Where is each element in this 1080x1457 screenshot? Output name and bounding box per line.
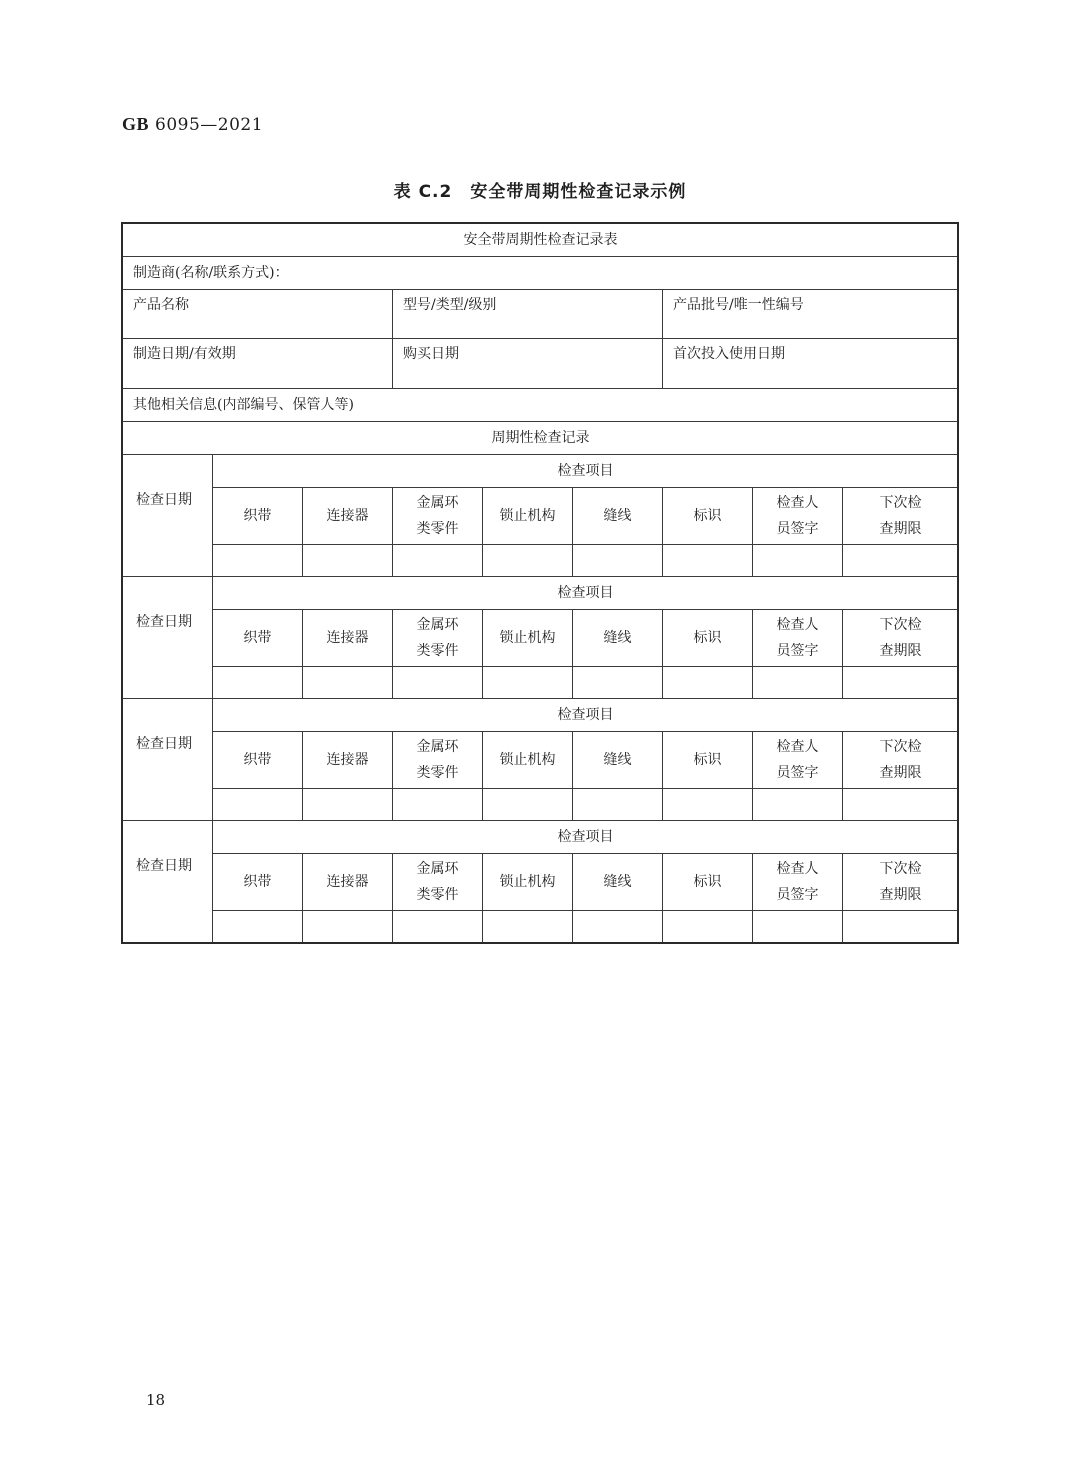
inspection-items-header: 检查项目: [213, 821, 959, 854]
table-caption: [0, 177, 1080, 202]
column-header-line: 缝线: [603, 752, 632, 768]
inspection-items-header: 检查项目: [213, 577, 959, 610]
table-caption-title: 安全带周期性检查记录示例: [470, 182, 687, 202]
column-header-line: 下次检: [879, 495, 922, 511]
column-header-line: 员签字: [776, 887, 819, 903]
column-header-line: 锁止机构: [499, 874, 556, 890]
column-header-line: 织带: [243, 874, 272, 890]
column-header-line: 下次检: [879, 861, 922, 877]
column-header-line: 类零件: [416, 887, 459, 903]
column-header-line: 下次检: [879, 617, 922, 633]
column-header-line: 金属环: [416, 617, 459, 633]
column-header-line: 锁止机构: [499, 630, 556, 646]
other-info-field: 其他相关信息(内部编号、保管人等): [123, 389, 959, 422]
inspection-items-header: 检查项目: [213, 455, 959, 488]
inspection-date-label: 检查日期: [123, 821, 213, 943]
product-name-field: 产品名称: [123, 290, 393, 339]
record-table-title: 安全带周期性检查记录表: [123, 224, 959, 257]
column-header-line: 缝线: [603, 630, 632, 646]
table-outer-border: [121, 222, 959, 944]
column-header-line: 连接器: [326, 874, 369, 890]
column-header-line: 下次检: [879, 739, 922, 755]
column-header-line: 查期限: [879, 521, 922, 537]
column-header-line: 检查人: [776, 861, 819, 877]
standard-number: 6095—2021: [155, 115, 264, 135]
standard-code: [122, 114, 263, 135]
column-header-line: 连接器: [326, 508, 369, 524]
inspection-date-label: 检查日期: [123, 577, 213, 699]
table-number: 表 C.2: [393, 182, 453, 202]
manufacture-date-field: 制造日期/有效期: [123, 339, 393, 389]
inspection-items-header: 检查项目: [213, 699, 959, 732]
column-header-line: 缝线: [603, 874, 632, 890]
first-use-date-field: 首次投入使用日期: [663, 339, 959, 389]
column-header-line: 检查人: [776, 739, 819, 755]
purchase-date-field: 购买日期: [393, 339, 663, 389]
column-header-line: 金属环: [416, 495, 459, 511]
column-header-line: 标识: [693, 630, 722, 646]
column-header-line: 织带: [243, 630, 272, 646]
column-header-line: 标识: [693, 874, 722, 890]
column-header-line: 检查人: [776, 617, 819, 633]
inspection-date-label: 检查日期: [123, 699, 213, 821]
column-header-line: 锁止机构: [499, 508, 556, 524]
column-header-line: 查期限: [879, 887, 922, 903]
column-header-line: 查期限: [879, 643, 922, 659]
column-header-line: 缝线: [603, 508, 632, 524]
column-header-line: 员签字: [776, 765, 819, 781]
column-header-line: 类零件: [416, 521, 459, 537]
column-header-line: 锁止机构: [499, 752, 556, 768]
page-number: 18: [146, 1391, 166, 1409]
column-header-line: 标识: [693, 508, 722, 524]
column-header-line: 织带: [243, 752, 272, 768]
model-field: 型号/类型/级别: [393, 290, 663, 339]
column-header-line: 员签字: [776, 643, 819, 659]
inspection-date-label: 检查日期: [123, 455, 213, 577]
column-header-line: 织带: [243, 508, 272, 524]
column-header-line: 金属环: [416, 861, 459, 877]
periodic-record-title: 周期性检查记录: [123, 422, 959, 455]
manufacturer-field: 制造商(名称/联系方式)：: [123, 257, 959, 290]
column-header-line: 类零件: [416, 765, 459, 781]
standard-prefix: GB: [122, 114, 150, 134]
batch-number-field: 产品批号/唯一性编号: [663, 290, 959, 339]
column-header-line: 标识: [693, 752, 722, 768]
column-header-line: 连接器: [326, 630, 369, 646]
column-header-line: 类零件: [416, 643, 459, 659]
column-header-line: 检查人: [776, 495, 819, 511]
column-header-line: 金属环: [416, 739, 459, 755]
column-header-line: 连接器: [326, 752, 369, 768]
column-header-line: 查期限: [879, 765, 922, 781]
column-header-line: 员签字: [776, 521, 819, 537]
